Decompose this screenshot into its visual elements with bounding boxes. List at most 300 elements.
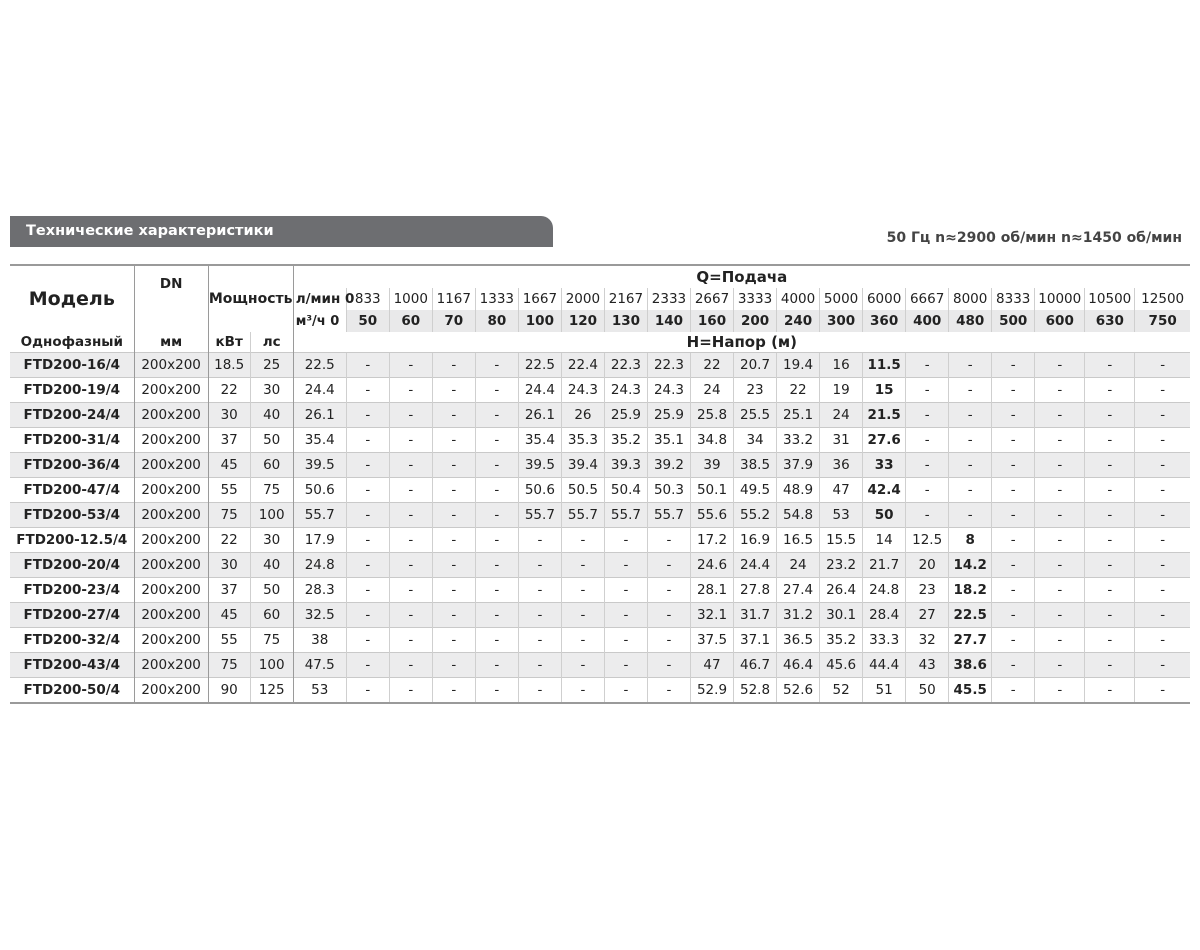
head-cell: 34	[734, 428, 777, 453]
head-cell: 24.6	[690, 553, 733, 578]
head-cell: 39.2	[647, 453, 690, 478]
head-zero-cell: 55.7	[293, 503, 346, 528]
kw-cell: 18.5	[208, 353, 250, 378]
head-cell: -	[1085, 503, 1135, 528]
head-cell: -	[647, 678, 690, 704]
head-cell: -	[1085, 578, 1135, 603]
head-cell: 50.5	[561, 478, 604, 503]
head-cell: -	[432, 603, 475, 628]
head-cell: -	[561, 653, 604, 678]
flow-lmin-cell: 10500	[1085, 288, 1135, 310]
head-cell: -	[346, 353, 389, 378]
head-cell: -	[992, 628, 1035, 653]
dn-cell: 200x200	[134, 578, 208, 603]
flow-m3h-cell: 600	[1035, 310, 1085, 332]
head-cell: 39.4	[561, 453, 604, 478]
head-cell: -	[949, 403, 992, 428]
head-cell: -	[389, 528, 432, 553]
head-cell: 27.7	[949, 628, 992, 653]
head-cell: 27.6	[863, 428, 906, 453]
hp-cell: 100	[250, 653, 293, 678]
head-cell: -	[518, 578, 561, 603]
head-cell: -	[475, 528, 518, 553]
head-cell: -	[1135, 603, 1190, 628]
head-cell: -	[432, 578, 475, 603]
head-cell: 37.9	[777, 453, 820, 478]
head-cell: 19.4	[777, 353, 820, 378]
head-zero-cell: 28.3	[293, 578, 346, 603]
head-cell: -	[475, 553, 518, 578]
head-cell: 35.1	[647, 428, 690, 453]
head-cell: -	[518, 628, 561, 653]
dn-cell: 200x200	[134, 453, 208, 478]
head-cell: -	[1035, 478, 1085, 503]
head-cell: -	[1085, 678, 1135, 704]
model-cell: FTD200-23/4	[10, 578, 134, 603]
model-cell: FTD200-43/4	[10, 653, 134, 678]
head-cell: 32	[906, 628, 949, 653]
head-cell: 35.2	[820, 628, 863, 653]
head-cell: 55.7	[518, 503, 561, 528]
header-row-q	[10, 265, 1190, 288]
table-row	[10, 628, 1190, 653]
table-row	[10, 603, 1190, 628]
head-cell: 27.8	[734, 578, 777, 603]
flow-m3h-cell: 70	[432, 310, 475, 332]
head-cell: 45.5	[949, 678, 992, 704]
head-cell: -	[949, 378, 992, 403]
head-cell: 37.5	[690, 628, 733, 653]
head-cell: 53	[820, 503, 863, 528]
head-cell: -	[1035, 503, 1085, 528]
flow-lmin-cell: 10000	[1035, 288, 1085, 310]
dn-cell: 200x200	[134, 478, 208, 503]
head-cell: 42.4	[863, 478, 906, 503]
model-cell: FTD200-32/4	[10, 628, 134, 653]
table-row	[10, 528, 1190, 553]
head-cell: -	[1085, 353, 1135, 378]
head-cell: -	[647, 628, 690, 653]
head-cell: -	[992, 578, 1035, 603]
hp-cell: 75	[250, 478, 293, 503]
kw-cell: 90	[208, 678, 250, 704]
flow-lmin-cell: 2667	[690, 288, 733, 310]
head-cell: -	[432, 353, 475, 378]
head-cell: -	[389, 653, 432, 678]
flow-m3h-cell: 360	[863, 310, 906, 332]
hp-cell: 40	[250, 403, 293, 428]
head-cell: 14.2	[949, 553, 992, 578]
head-cell: -	[518, 653, 561, 678]
kw-cell: 37	[208, 578, 250, 603]
head-cell: -	[992, 378, 1035, 403]
head-cell: 22	[690, 353, 733, 378]
head-cell: -	[604, 678, 647, 704]
head-cell: 25.8	[690, 403, 733, 428]
head-zero-cell: 38	[293, 628, 346, 653]
head-cell: -	[949, 478, 992, 503]
head-cell: -	[346, 528, 389, 553]
head-zero-cell: 32.5	[293, 603, 346, 628]
head-cell: -	[1035, 678, 1085, 704]
head-cell: -	[1085, 528, 1135, 553]
head-cell: -	[1085, 378, 1135, 403]
head-cell: 22.5	[949, 603, 992, 628]
flow-m3h-cell: 480	[949, 310, 992, 332]
flow-lmin-cell: 8333	[992, 288, 1035, 310]
head-cell: 11.5	[863, 353, 906, 378]
head-cell: -	[389, 478, 432, 503]
head-cell: -	[518, 553, 561, 578]
head-zero-cell: 22.5	[293, 353, 346, 378]
head-cell: 38.5	[734, 453, 777, 478]
head-cell: -	[1135, 653, 1190, 678]
head-cell: 16.5	[777, 528, 820, 553]
model-header: Модель	[10, 265, 134, 332]
head-cell: 21.7	[863, 553, 906, 578]
head-cell: -	[992, 553, 1035, 578]
head-cell: -	[346, 503, 389, 528]
flow-m3h-cell: 120	[561, 310, 604, 332]
head-cell: -	[906, 378, 949, 403]
dn-cell: 200x200	[134, 553, 208, 578]
head-cell: 33	[863, 453, 906, 478]
flow-lmin-cell: 6000	[863, 288, 906, 310]
head-cell: -	[389, 603, 432, 628]
head-cell: -	[604, 628, 647, 653]
kw-cell: 55	[208, 478, 250, 503]
head-cell: 26	[561, 403, 604, 428]
head-cell: -	[346, 428, 389, 453]
flow-m3h-cell: 630	[1085, 310, 1135, 332]
head-cell: -	[906, 453, 949, 478]
head-header: H=Напор (м)	[293, 332, 1190, 353]
head-cell: -	[949, 428, 992, 453]
model-cell: FTD200-24/4	[10, 403, 134, 428]
head-cell: 50	[906, 678, 949, 704]
dn-header: DN	[134, 265, 208, 332]
head-cell: 50.4	[604, 478, 647, 503]
head-cell: 39	[690, 453, 733, 478]
head-cell: 47	[820, 478, 863, 503]
head-cell: -	[1135, 578, 1190, 603]
head-cell: -	[1035, 453, 1085, 478]
head-cell: 21.5	[863, 403, 906, 428]
head-cell: 33.3	[863, 628, 906, 653]
head-cell: -	[389, 353, 432, 378]
head-cell: 48.9	[777, 478, 820, 503]
dn-cell: 200x200	[134, 503, 208, 528]
head-cell: -	[1035, 403, 1085, 428]
flow-lmin-cell: 1333	[475, 288, 518, 310]
head-cell: -	[1085, 553, 1135, 578]
head-cell: -	[1135, 478, 1190, 503]
head-cell: -	[1085, 453, 1135, 478]
head-cell: -	[389, 578, 432, 603]
frequency-info: 50 Гц n≈2900 об/мин n≈1450 об/мин	[886, 230, 1182, 246]
kw-cell: 22	[208, 528, 250, 553]
head-cell: 22.3	[604, 353, 647, 378]
head-cell: -	[432, 503, 475, 528]
head-cell: 25.1	[777, 403, 820, 428]
model-cell: FTD200-20/4	[10, 553, 134, 578]
model-cell: FTD200-47/4	[10, 478, 134, 503]
head-zero-cell: 35.4	[293, 428, 346, 453]
head-cell: 51	[863, 678, 906, 704]
head-cell: -	[1135, 528, 1190, 553]
flow-m3h-cell: 300	[820, 310, 863, 332]
flow-lmin-cell: 6667	[906, 288, 949, 310]
head-cell: -	[561, 628, 604, 653]
kw-cell: 55	[208, 628, 250, 653]
head-cell: -	[389, 378, 432, 403]
head-cell: 55.7	[647, 503, 690, 528]
head-cell: -	[1035, 628, 1085, 653]
head-cell: 52.9	[690, 678, 733, 704]
head-cell: -	[346, 453, 389, 478]
head-cell: -	[346, 578, 389, 603]
head-cell: 24	[690, 378, 733, 403]
head-cell: 46.7	[734, 653, 777, 678]
head-cell: -	[1135, 628, 1190, 653]
head-cell: -	[475, 503, 518, 528]
head-cell: -	[647, 653, 690, 678]
head-cell: -	[992, 503, 1035, 528]
head-cell: -	[1135, 378, 1190, 403]
flow-m3h-cell: 500	[992, 310, 1035, 332]
dn-cell: 200x200	[134, 428, 208, 453]
head-cell: -	[518, 678, 561, 704]
head-cell: 46.4	[777, 653, 820, 678]
head-cell: -	[906, 428, 949, 453]
head-cell: -	[906, 478, 949, 503]
kw-cell: 75	[208, 653, 250, 678]
hp-cell: 40	[250, 553, 293, 578]
head-cell: 47	[690, 653, 733, 678]
flow-m3h-cell: 160	[690, 310, 733, 332]
head-cell: 25.9	[604, 403, 647, 428]
table-row	[10, 428, 1190, 453]
head-cell: 55.7	[604, 503, 647, 528]
flow-header: Q=Подача	[293, 265, 1190, 288]
hp-cell: 60	[250, 453, 293, 478]
head-cell: -	[432, 653, 475, 678]
head-cell: -	[1035, 578, 1085, 603]
head-cell: 55.2	[734, 503, 777, 528]
head-cell: -	[346, 628, 389, 653]
head-cell: -	[432, 628, 475, 653]
table-row	[10, 553, 1190, 578]
hp-cell: 50	[250, 578, 293, 603]
head-cell: 34.8	[690, 428, 733, 453]
head-cell: -	[475, 628, 518, 653]
head-cell: -	[1135, 678, 1190, 704]
hp-cell: 100	[250, 503, 293, 528]
flow-m3h-cell: 750	[1135, 310, 1190, 332]
head-cell: -	[906, 403, 949, 428]
head-cell: -	[475, 678, 518, 704]
head-cell: 8	[949, 528, 992, 553]
head-cell: -	[561, 603, 604, 628]
head-cell: 32.1	[690, 603, 733, 628]
head-cell: 50	[863, 503, 906, 528]
model-cell: FTD200-27/4	[10, 603, 134, 628]
head-cell: -	[1035, 378, 1085, 403]
head-cell: -	[1085, 478, 1135, 503]
flow-m3h-cell: 80	[475, 310, 518, 332]
head-cell: -	[604, 553, 647, 578]
head-cell: 54.8	[777, 503, 820, 528]
head-cell: -	[949, 453, 992, 478]
dn-cell: 200x200	[134, 653, 208, 678]
head-cell: -	[1135, 553, 1190, 578]
head-cell: 25.5	[734, 403, 777, 428]
head-cell: 35.2	[604, 428, 647, 453]
head-cell: -	[432, 403, 475, 428]
head-cell: -	[561, 678, 604, 704]
head-cell: 35.4	[518, 428, 561, 453]
head-cell: -	[604, 528, 647, 553]
head-cell: -	[346, 553, 389, 578]
head-cell: -	[992, 353, 1035, 378]
head-cell: -	[389, 678, 432, 704]
dn-cell: 200x200	[134, 528, 208, 553]
head-zero-cell: 39.5	[293, 453, 346, 478]
flow-m3h-cell: 140	[647, 310, 690, 332]
model-cell: FTD200-50/4	[10, 678, 134, 704]
kw-cell: 45	[208, 453, 250, 478]
kw-unit: кВт	[208, 332, 250, 353]
head-cell: -	[346, 378, 389, 403]
kw-cell: 75	[208, 503, 250, 528]
head-cell: -	[992, 453, 1035, 478]
head-cell: 22.5	[518, 353, 561, 378]
head-cell: -	[1085, 628, 1135, 653]
head-cell: 23	[906, 578, 949, 603]
head-cell: -	[1035, 653, 1085, 678]
head-cell: -	[475, 603, 518, 628]
head-zero-cell: 17.9	[293, 528, 346, 553]
dn-cell: 200x200	[134, 403, 208, 428]
head-cell: -	[561, 553, 604, 578]
head-cell: -	[992, 403, 1035, 428]
head-cell: -	[346, 603, 389, 628]
head-cell: 16.9	[734, 528, 777, 553]
table-row	[10, 478, 1190, 503]
head-cell: 50.3	[647, 478, 690, 503]
head-cell: 36	[820, 453, 863, 478]
power-header: Мощность	[208, 265, 293, 332]
head-cell: 52	[820, 678, 863, 704]
head-cell: -	[346, 653, 389, 678]
head-zero-cell: 47.5	[293, 653, 346, 678]
head-cell: 12.5	[906, 528, 949, 553]
head-cell: -	[1035, 603, 1085, 628]
flow-lmin-cell: 3333	[734, 288, 777, 310]
head-cell: 50.1	[690, 478, 733, 503]
head-cell: 49.5	[734, 478, 777, 503]
head-cell: 27	[906, 603, 949, 628]
head-cell: -	[1135, 353, 1190, 378]
head-cell: 20	[906, 553, 949, 578]
head-cell: 31	[820, 428, 863, 453]
head-cell: -	[432, 453, 475, 478]
head-cell: -	[518, 528, 561, 553]
head-cell: 20.7	[734, 353, 777, 378]
head-cell: 37.1	[734, 628, 777, 653]
head-cell: 23.2	[820, 553, 863, 578]
head-cell: 39.5	[518, 453, 561, 478]
head-cell: 44.4	[863, 653, 906, 678]
head-cell: -	[475, 353, 518, 378]
table-row	[10, 578, 1190, 603]
head-cell: -	[992, 478, 1035, 503]
head-cell: 22.3	[647, 353, 690, 378]
hp-cell: 30	[250, 528, 293, 553]
head-cell: -	[346, 678, 389, 704]
flow-lmin-cell: 1167	[432, 288, 475, 310]
head-cell: 24.8	[863, 578, 906, 603]
head-cell: -	[432, 378, 475, 403]
head-cell: -	[647, 578, 690, 603]
head-cell: 24.3	[561, 378, 604, 403]
head-cell: -	[992, 428, 1035, 453]
hp-cell: 25	[250, 353, 293, 378]
head-cell: 16	[820, 353, 863, 378]
flow-lmin-cell: 1000	[389, 288, 432, 310]
head-cell: 14	[863, 528, 906, 553]
head-cell: 43	[906, 653, 949, 678]
head-cell: 24	[820, 403, 863, 428]
head-cell: 19	[820, 378, 863, 403]
head-cell: -	[1085, 428, 1135, 453]
specs-table	[10, 264, 1190, 704]
head-cell: 24	[777, 553, 820, 578]
head-cell: 38.6	[949, 653, 992, 678]
head-cell: -	[389, 453, 432, 478]
head-cell: -	[906, 503, 949, 528]
head-cell: 15.5	[820, 528, 863, 553]
head-zero-cell: 24.4	[293, 378, 346, 403]
head-cell: 15	[863, 378, 906, 403]
head-cell: -	[561, 528, 604, 553]
flow-m3h-cell: 240	[777, 310, 820, 332]
kw-cell: 37	[208, 428, 250, 453]
hp-cell: 125	[250, 678, 293, 704]
head-cell: -	[432, 553, 475, 578]
head-cell: 39.3	[604, 453, 647, 478]
dn-unit: мм	[134, 332, 208, 353]
model-cell: FTD200-53/4	[10, 503, 134, 528]
head-cell: -	[389, 428, 432, 453]
flow-lmin-cell: 5000	[820, 288, 863, 310]
head-cell: -	[1135, 453, 1190, 478]
head-cell: -	[475, 578, 518, 603]
head-cell: 33.2	[777, 428, 820, 453]
head-cell: -	[647, 528, 690, 553]
flow-m3h-cell: 100	[518, 310, 561, 332]
hp-cell: 30	[250, 378, 293, 403]
head-cell: -	[992, 603, 1035, 628]
head-cell: -	[432, 528, 475, 553]
head-cell: 18.2	[949, 578, 992, 603]
head-cell: 23	[734, 378, 777, 403]
head-cell: 31.2	[777, 603, 820, 628]
head-cell: 45.6	[820, 653, 863, 678]
head-cell: -	[389, 628, 432, 653]
hp-cell: 50	[250, 428, 293, 453]
head-cell: -	[475, 478, 518, 503]
